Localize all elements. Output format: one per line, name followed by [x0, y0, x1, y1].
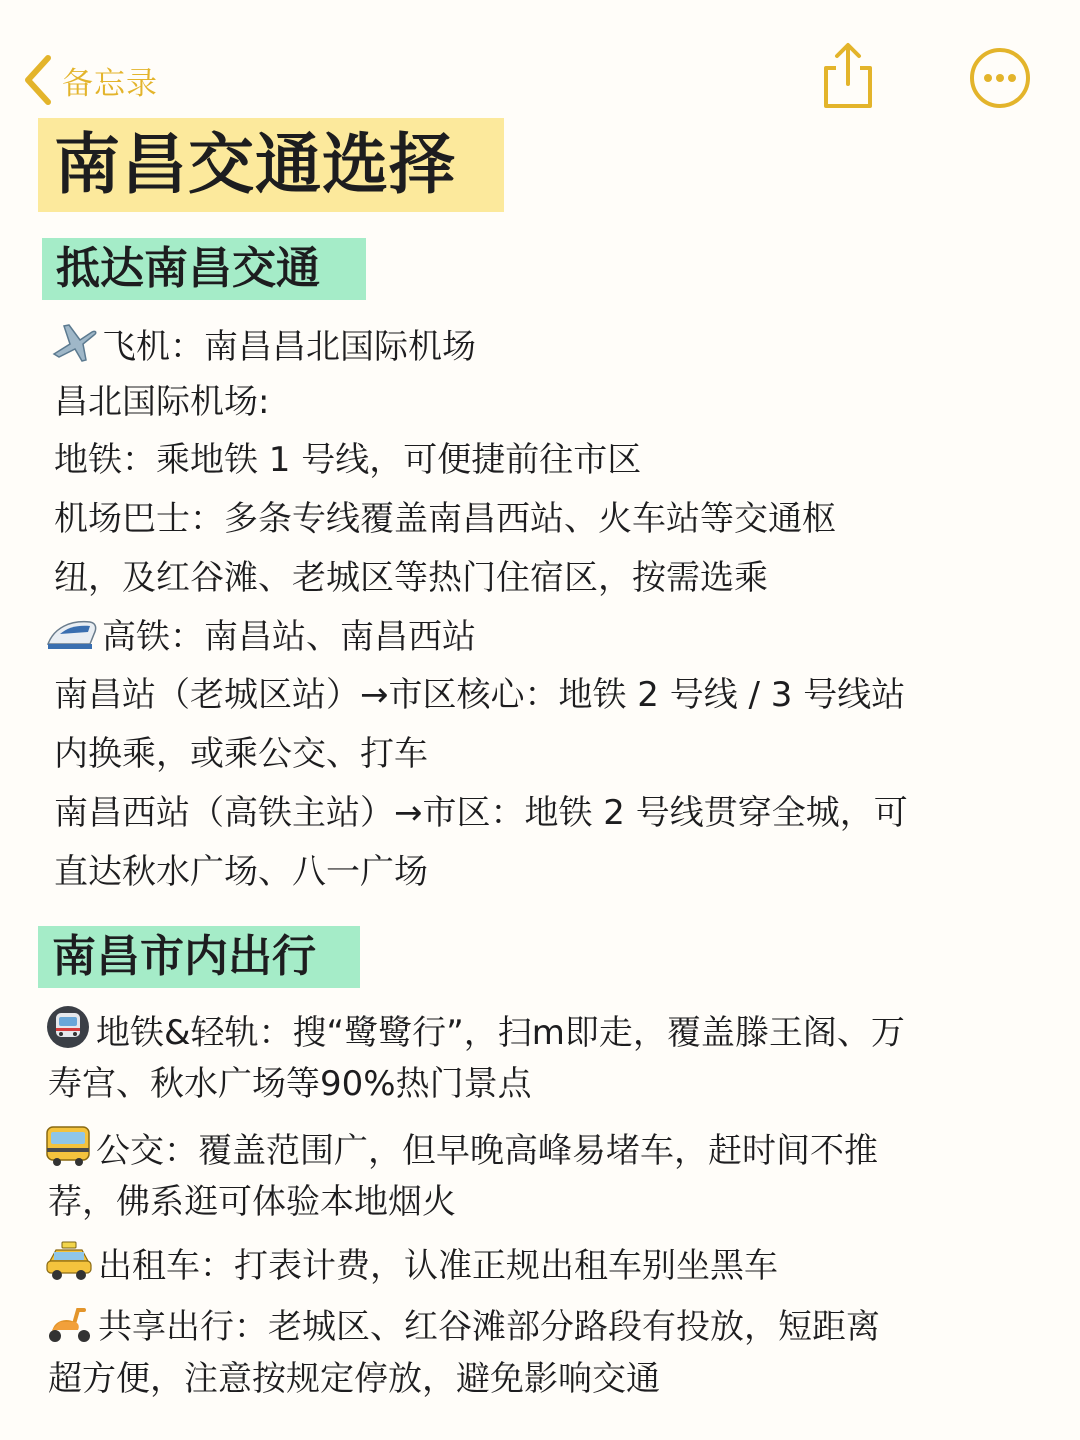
- back-button[interactable]: [22, 52, 158, 108]
- list-item-text: 出租车：打表计费，认准正规出租车别坐黑车: [98, 1246, 778, 1286]
- list-item: [44, 1239, 778, 1288]
- list-item: 纽，及红谷滩、老城区等热门住宿区，按需选乘: [54, 558, 768, 598]
- list-item-text: 公交：覆盖范围广，但早晚高峰易堵车，赶时间不推: [96, 1131, 878, 1171]
- list-item: 超方便，注意按规定停放，避免影响交通: [48, 1359, 660, 1399]
- list-item: 南昌站（老城区站）→市区核心：地铁 2 号线 / 3 号线站: [54, 675, 906, 715]
- taxi-icon: [44, 1239, 94, 1283]
- list-item: 地铁：乘地铁 1 号线，可便捷前往市区: [54, 440, 642, 480]
- airplane-icon: [50, 320, 98, 364]
- scooter-icon: [44, 1298, 94, 1344]
- share-icon: [818, 40, 878, 112]
- chevron-left-icon: [22, 54, 54, 106]
- list-item-text: 高铁：南昌站、南昌西站: [102, 617, 476, 657]
- list-item: [44, 1004, 905, 1055]
- back-label: 备忘录: [62, 65, 158, 102]
- list-item: 机场巴士：多条专线覆盖南昌西站、火车站等交通枢: [54, 499, 836, 539]
- share-button[interactable]: [818, 40, 878, 116]
- list-item: [44, 1122, 878, 1173]
- list-item-text: 飞机：南昌昌北国际机场: [102, 327, 476, 367]
- list-item: 寿宫、秋水广场等90%热门景点: [48, 1064, 532, 1104]
- section2-heading: 南昌市内出行: [52, 931, 316, 982]
- nav-bar: [0, 0, 1080, 118]
- list-item: 昌北国际机场:: [54, 382, 270, 422]
- list-item-text: 共享出行：老城区、红谷滩部分路段有投放，短距离: [98, 1307, 880, 1347]
- list-item: 南昌西站（高铁主站）→市区：地铁 2 号线贯穿全城，可: [54, 793, 908, 833]
- bullet-train-icon: [46, 614, 98, 654]
- list-item: 荐，佛系逛可体验本地烟火: [48, 1182, 456, 1222]
- list-item-text: 地铁&轻轨：搜“鹭鹭行”，扫m即走，覆盖滕王阁、万: [96, 1013, 905, 1053]
- list-item: 内换乘，或乘公交、打车: [54, 734, 428, 774]
- section1-heading: 抵达南昌交通: [56, 243, 320, 294]
- note-title: 南昌交通选择: [54, 126, 456, 203]
- more-icon: [968, 46, 1032, 110]
- list-item: 直达秋水广场、八一广场: [54, 852, 428, 892]
- more-button[interactable]: [968, 46, 1032, 114]
- list-item: [50, 320, 476, 369]
- metro-icon: [44, 1004, 92, 1050]
- list-item: [46, 614, 476, 659]
- bus-icon: [44, 1122, 92, 1168]
- list-item: [44, 1298, 880, 1349]
